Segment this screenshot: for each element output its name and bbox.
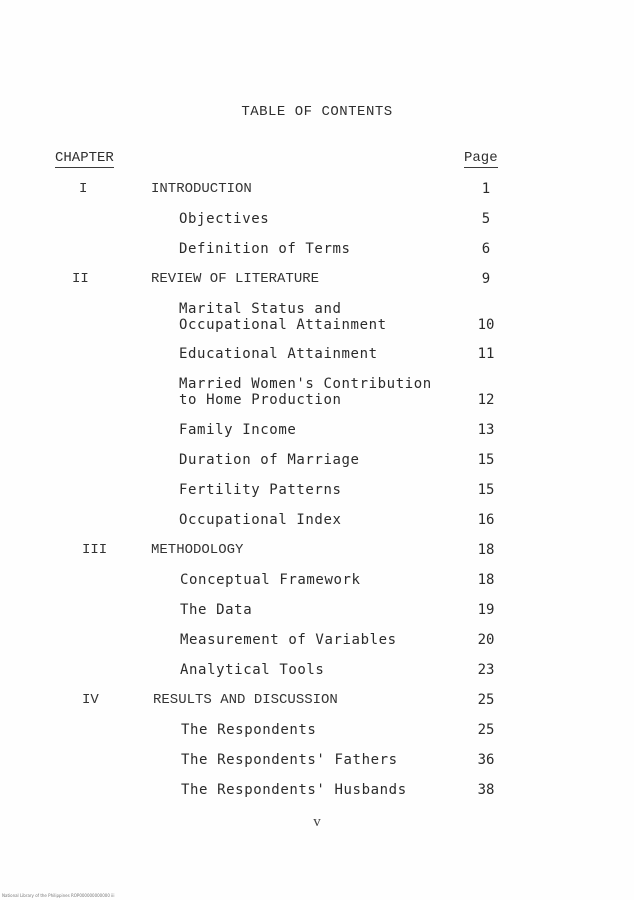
section-title: Fertility Patterns [179,482,342,498]
section-title: Conceptual Framework [180,572,361,588]
page-number: 13 [477,422,495,438]
chapter-numeral: II [72,271,89,287]
page-number: 36 [477,752,495,768]
page-number: 19 [477,602,495,618]
page-number: 15 [477,452,495,468]
section-title: Analytical Tools [180,662,325,678]
page-number: 9 [481,271,491,287]
page-number: 15 [477,482,495,498]
section-title: Marital Status and Occupational Attainment [179,301,387,333]
chapter-numeral: III [82,542,108,558]
library-watermark: National Library of the Philippines ROP000000000000 iii [2,893,115,898]
section-title: Measurement of Variables [180,632,397,648]
section-title: Objectives [179,211,270,227]
chapter-title: RESULTS AND DISCUSSION [153,692,338,708]
page-number: 6 [481,241,491,257]
page-footer-numeral: v [313,814,321,830]
page-column-header: Page [464,150,498,166]
page-title: TABLE OF CONTENTS [241,104,393,120]
page-number: 12 [477,392,495,408]
page-number: 23 [477,662,495,678]
page-number: 10 [477,317,495,333]
section-title: The Respondents [181,722,317,738]
section-title: The Data [180,602,253,618]
section-title: The Respondents' Husbands [181,782,407,798]
section-title: The Respondents' Fathers [181,752,398,768]
page-number: 20 [477,632,495,648]
chapter-column-header: CHAPTER [55,150,114,166]
chapter-title: INTRODUCTION [151,181,252,197]
page-number: 25 [477,722,495,738]
page-number: 18 [477,572,495,588]
page-number: 38 [477,782,495,798]
chapter-numeral: IV [82,692,99,708]
section-title: Duration of Marriage [179,452,360,468]
page-number: 11 [477,346,495,362]
page-number: 16 [477,512,495,528]
chapter-title: REVIEW OF LITERATURE [151,271,320,287]
section-title: Married Women's Contribution to Home Production [179,376,432,408]
chapter-title: METHODOLOGY [151,542,244,558]
section-title: Educational Attainment [179,346,378,362]
page-number: 1 [481,181,491,197]
page-number: 25 [477,692,495,708]
section-title: Definition of Terms [179,241,351,257]
chapter-numeral: I [79,181,88,197]
page-number: 5 [481,211,491,227]
section-title: Occupational Index [179,512,342,528]
page-number: 18 [477,542,495,558]
section-title: Family Income [179,422,297,438]
